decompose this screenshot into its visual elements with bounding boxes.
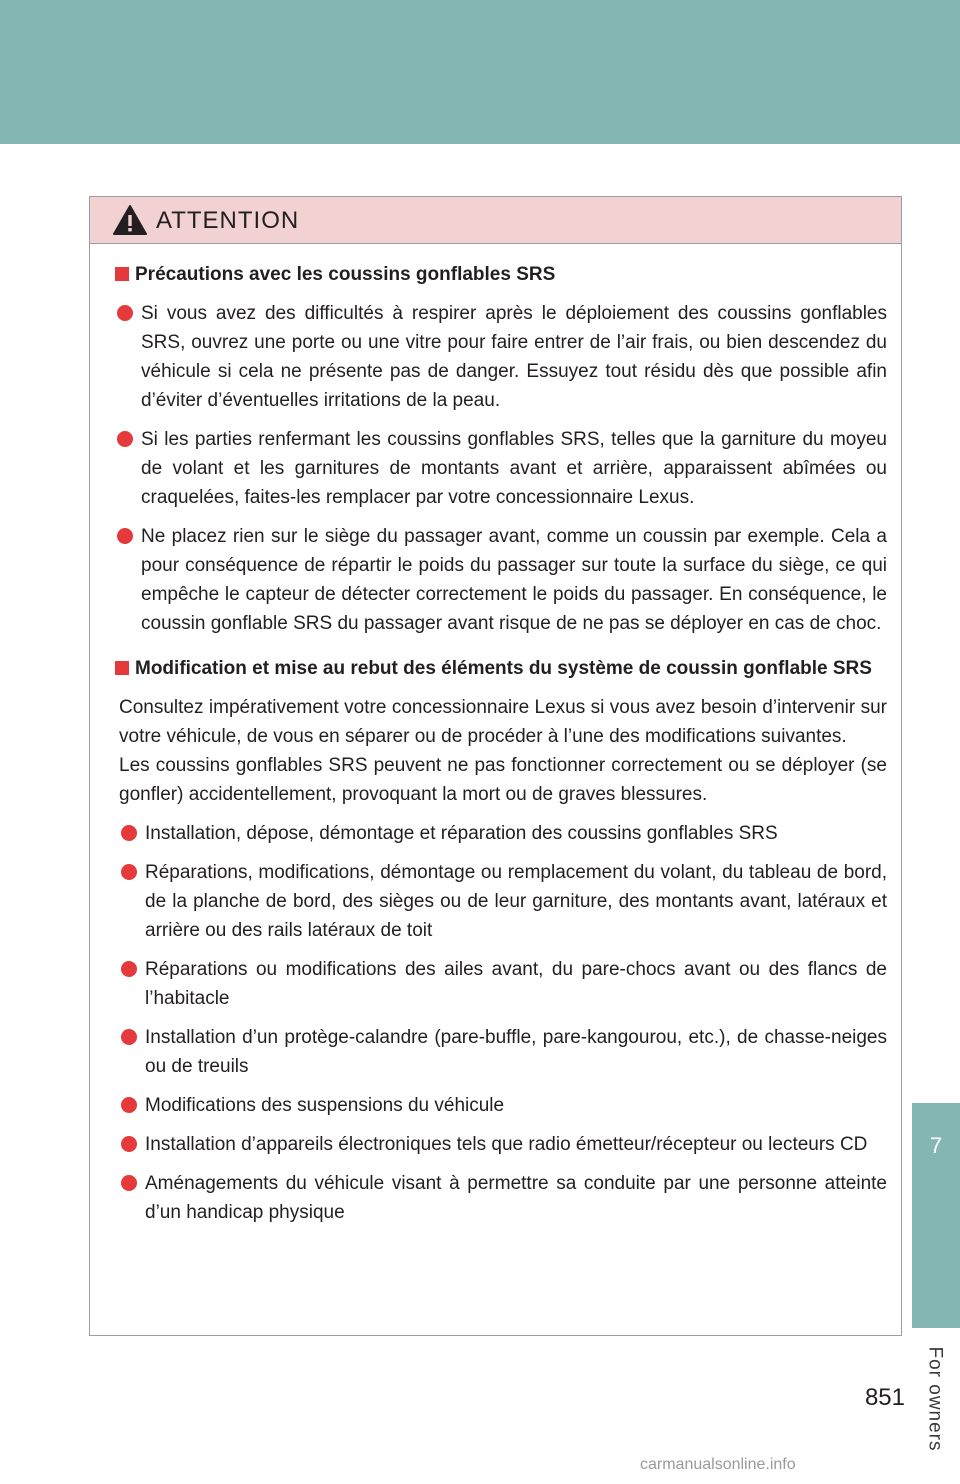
list-item bbox=[119, 1169, 887, 1227]
red-bullet-icon bbox=[121, 1136, 137, 1152]
red-square-marker-icon bbox=[115, 267, 129, 281]
list-item bbox=[119, 955, 887, 1013]
list-item bbox=[119, 1130, 887, 1159]
list-item bbox=[119, 819, 887, 848]
paragraph-line: Les coussins gonflables SRS peuvent ne pas fonctionner correctement ou se déployer (se gonfler) accidentellement, provoquant la mort ou de graves blessures. bbox=[119, 755, 887, 805]
red-bullet-icon bbox=[121, 1029, 137, 1045]
red-square-marker-icon bbox=[115, 661, 129, 675]
list-item-text: Installation, dépose, démontage et réparation des coussins gonflables SRS bbox=[145, 823, 778, 844]
list-item-text: Aménagements du véhicule visant à permettre sa conduite par une personne atteinte d’un handicap physique bbox=[145, 1173, 887, 1223]
chapter-label-text: For owners bbox=[925, 1346, 946, 1452]
list-item bbox=[119, 858, 887, 945]
list-item bbox=[115, 425, 887, 512]
red-bullet-icon bbox=[117, 431, 133, 447]
list-item bbox=[115, 299, 887, 415]
list-item bbox=[115, 522, 887, 638]
attention-header bbox=[90, 197, 901, 244]
attention-box bbox=[89, 196, 902, 1336]
list-item bbox=[119, 1091, 887, 1120]
sub-list bbox=[115, 819, 887, 1227]
list-item bbox=[119, 1023, 887, 1081]
page-number: 851 bbox=[864, 1384, 905, 1411]
list-item-text: Réparations ou modifications des ailes avant, du pare-chocs avant ou des flancs de l’habitacle bbox=[145, 959, 887, 1009]
red-bullet-icon bbox=[121, 1175, 137, 1191]
watermark: carmanualsonline.info bbox=[640, 1456, 796, 1473]
list-item-text: Installation d’appareils électroniques tels que radio émetteur/récepteur ou lecteurs CD bbox=[145, 1134, 868, 1155]
list-item-text: Réparations, modifications, démontage ou remplacement du volant, du tableau de bord, de la planche de bord, des sièges ou de leur garniture, des montants avant, latéraux et arrière ou des rails latéraux de toit bbox=[145, 862, 887, 941]
red-bullet-icon bbox=[121, 961, 137, 977]
section-heading-text: Précautions avec les coussins gonflables SRS bbox=[135, 264, 556, 285]
section-heading-text: Modification et mise au rebut des éléments du système de coussin gonflable SRS bbox=[135, 658, 872, 679]
section-heading bbox=[115, 654, 887, 683]
list-item-text: Si vous avez des difficultés à respirer après le déploiement des coussins gonflables SRS, ouvrez une porte ou une vitre pour faire entrer de l’air frais, ou bien descendez du véhicule si cela ne présente pas de danger. Essuyez tout résidu dès que possible afin d’éviter d’éventuelles irritations de la peau. bbox=[141, 303, 887, 411]
red-bullet-icon bbox=[117, 528, 133, 544]
chapter-number: 7 bbox=[929, 1133, 943, 1158]
red-bullet-icon bbox=[121, 1097, 137, 1113]
section-paragraph bbox=[115, 693, 887, 809]
attention-content bbox=[90, 244, 901, 1227]
red-bullet-icon bbox=[117, 305, 133, 321]
section-heading bbox=[115, 260, 887, 289]
attention-title: ATTENTION bbox=[156, 207, 300, 234]
list-item-text: Ne placez rien sur le siège du passager avant, comme un coussin par exemple. Cela a pour conséquence de répartir le poids du passager sur toute la surface du siège, ce qui empêche le capteur de détecter correctement le poids du passager. En conséquence, le coussin gonflable SRS du passager avant risque de ne pas se déployer en cas de choc. bbox=[141, 526, 887, 634]
list-item-text: Modifications des suspensions du véhicule bbox=[145, 1095, 505, 1116]
list-item-text: Installation d’un protège-calandre (pare-buffle, pare-kangourou, etc.), de chasse-neiges ou de treuils bbox=[145, 1027, 887, 1077]
chapter-label bbox=[915, 1344, 955, 1454]
top-color-band bbox=[0, 0, 960, 144]
list-item-text: Si les parties renfermant les coussins gonflables SRS, telles que la garniture du moyeu de volant et les garnitures de montants avant et arrière, apparaissent abîmées ou craquelées, faites-les remplacer par votre concessionnaire Lexus. bbox=[141, 429, 887, 508]
red-bullet-icon bbox=[121, 864, 137, 880]
paragraph-line: Consultez impérativement votre concessionnaire Lexus si vous avez besoin d’intervenir sur votre véhicule, de vous en séparer ou de procéder à l’une des modifications suivantes. bbox=[119, 697, 887, 747]
chapter-tab bbox=[912, 1103, 960, 1328]
warning-triangle-icon bbox=[112, 204, 148, 236]
red-bullet-icon bbox=[121, 825, 137, 841]
